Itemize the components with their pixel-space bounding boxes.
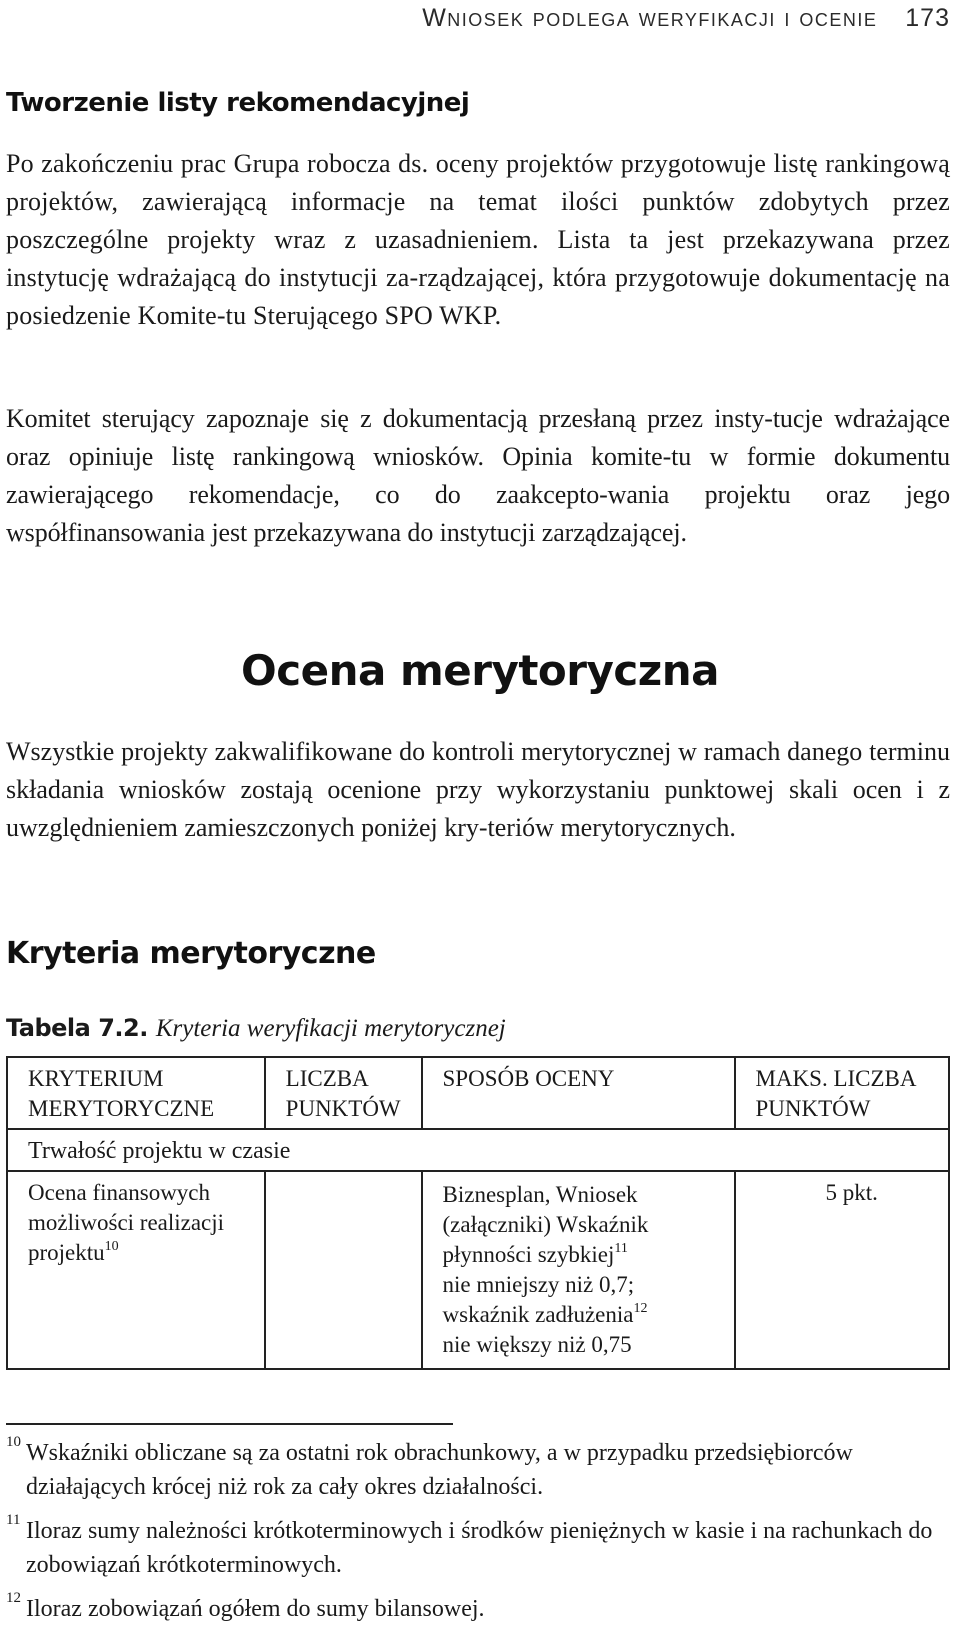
header-points-line-2: PUNKTÓW: [285, 1096, 401, 1121]
footnote-ref-10: 10: [104, 1239, 119, 1254]
section-heading-recommendation-list: Tworzenie listy rekomendacyjnej: [6, 88, 470, 118]
merit-criteria-table: [6, 1056, 950, 1370]
paragraph-ranking-list: Po zakończeniu prac Grupa robocza ds. oceny projektów przygotowuje listę rankingową projektów, zawierającą informacje na temat ilości punktów zdobytych przez poszczególne projekty wraz z uzasadnieniem. Lista ta jest przekazywana przez instytucję wdrażającą do instytucji za-rządzającej, która przygotowuje dokumentację na posiedzenie Komite-tu Sterującego SPO WKP.: [6, 149, 950, 330]
footnote-ref-12: 12: [633, 1301, 648, 1316]
table-row: [7, 1171, 949, 1369]
section-heading-merit-criteria: Kryteria merytoryczne: [6, 936, 376, 971]
group-title: Trwałość projektu w czasie: [28, 1138, 291, 1164]
footnote-number: 10: [6, 1434, 21, 1450]
method-cell: [422, 1171, 735, 1369]
method-text-3: wskaźnik zadłużenia: [442, 1302, 634, 1327]
table-group-row: [7, 1129, 949, 1171]
header-points: [265, 1057, 422, 1129]
footnote: [6, 1592, 950, 1626]
footnote-ref-11: 11: [614, 1241, 628, 1256]
header-criterion: [7, 1057, 265, 1129]
footnote-number: 12: [6, 1590, 21, 1606]
footnote-text: Iloraz zobowiązań ogółem do sumy bilansowej.: [26, 1596, 485, 1622]
running-head-title: Wniosek podlega weryfikacji i ocenie: [422, 4, 878, 32]
header-criterion-line-2: MERYTORYCZNE: [28, 1096, 215, 1121]
header-max-line-2: PUNKTÓW: [755, 1096, 871, 1121]
footnote: [6, 1436, 950, 1504]
max-points-cell: [735, 1171, 950, 1369]
table-caption: [6, 1014, 506, 1043]
header-criterion-line-1: KRYTERIUM: [28, 1066, 164, 1091]
method-text-1: Biznesplan, Wniosek (załączniki) Wskaźnik płynności szybkiej: [442, 1182, 649, 1267]
method-text-4: nie większy niż 0,75: [442, 1332, 632, 1357]
paragraph-merit-assessment: Wszystkie projekty zakwalifikowane do kontroli merytorycznej w ramach danego terminu składania wniosków zostają ocenione przy wykorzystaniu punktowej skali ocen i z uwzględnieniem zamieszczonych poniżej kry-teriów merytorycznych.: [6, 737, 950, 842]
max-points-value: 5 pkt.: [825, 1180, 878, 1205]
header-method-label: SPOSÓB OCENY: [442, 1066, 615, 1091]
table-header-row: [7, 1057, 949, 1129]
table-caption-text: Kryteria weryfikacji merytorycznej: [155, 1015, 506, 1042]
footnotes: [6, 1436, 950, 1636]
page-number: 173: [905, 4, 950, 32]
header-method: [422, 1057, 735, 1129]
footnote-text: Wskaźniki obliczane są za ostatni rok obrachunkowy, a w przypadku przedsiębiorców działających krócej niż rok za cały okres działalności.: [26, 1440, 853, 1500]
header-max-line-1: MAKS. LICZBA: [755, 1066, 917, 1091]
header-points-line-1: LICZBA: [285, 1066, 369, 1091]
header-max-points: [735, 1057, 950, 1129]
paragraph-steering-committee: Komitet sterujący zapoznaje się z dokumentacją przesłaną przez insty-tucje wdrażające oraz opiniuje listę rankingową wniosków. Opinia komite-tu w formie dokumentu zawierającego rekomendacje, co do zaakcepto-wania projektu oraz jego współfinansowania jest przekazywana do instytucji zarządzającej.: [6, 404, 950, 547]
running-head: [422, 4, 950, 33]
points-cell: [265, 1171, 422, 1369]
criterion-cell: [7, 1171, 265, 1369]
table-caption-label: Tabela 7.2.: [6, 1014, 148, 1042]
criterion-text: Ocena finansowych możliwości realizacji projektu: [28, 1180, 225, 1265]
group-title-cell: [7, 1129, 949, 1171]
chapter-heading-merit-assessment: Ocena merytoryczna: [241, 646, 719, 695]
footnote-separator: [6, 1423, 453, 1425]
footnote-text: Iloraz sumy należności krótkoterminowych i środków pieniężnych w kasie i na rachunkach do zobowiązań krótkoterminowych.: [26, 1518, 933, 1578]
method-text-2: nie mniejszy niż 0,7;: [442, 1272, 635, 1297]
footnote: [6, 1514, 950, 1582]
footnote-number: 11: [6, 1512, 21, 1528]
